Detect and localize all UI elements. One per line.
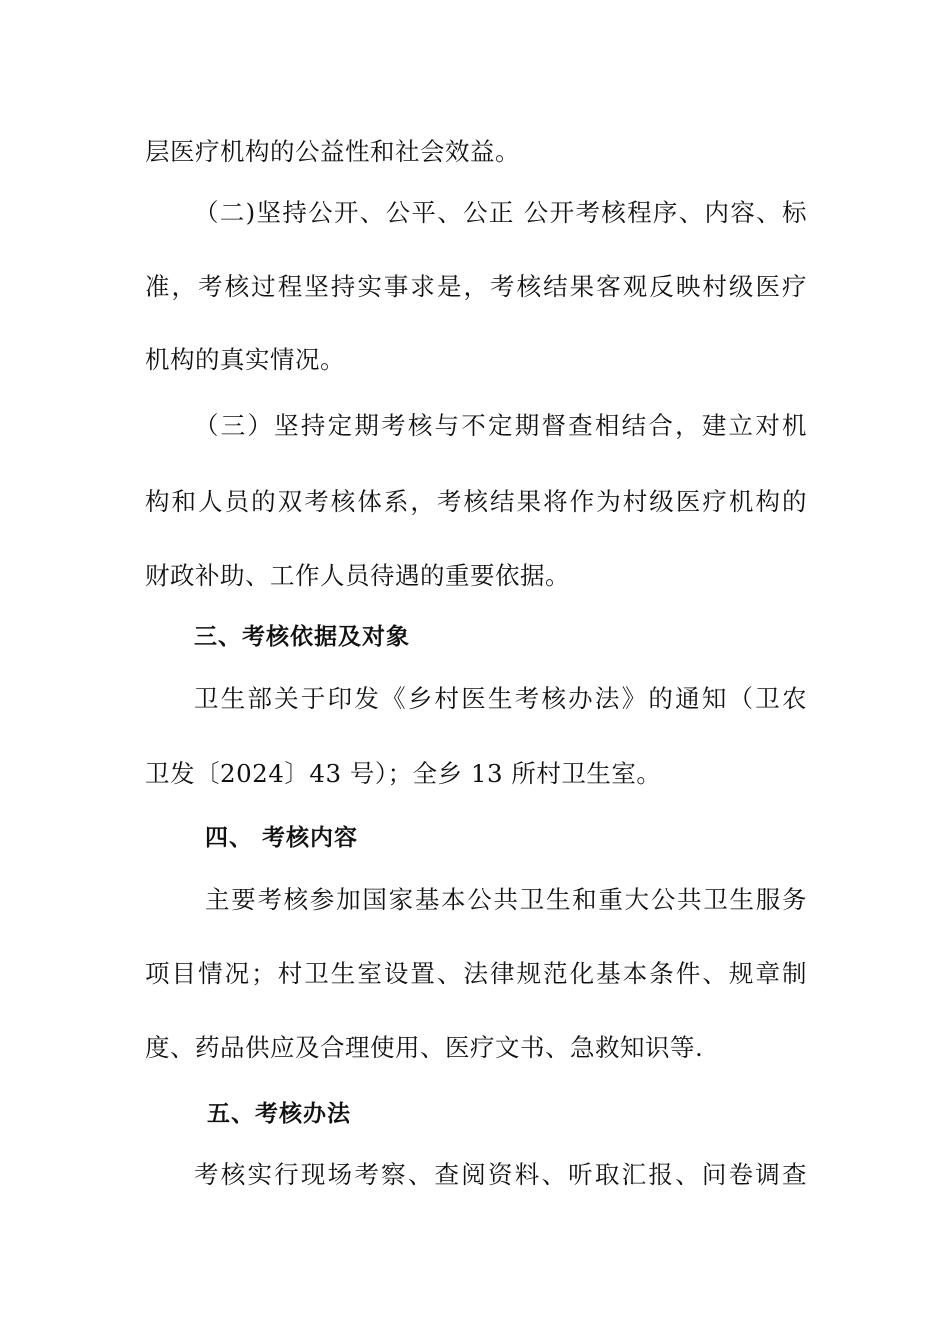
body-text-line: 财政补助、工作人员待遇的重要依据。 — [145, 561, 570, 590]
section-heading-3: 三、考核依据及对象 — [194, 624, 410, 650]
body-text-line: 考核实行现场考察、查阅资料、听取汇报、问卷调查 — [194, 1160, 807, 1189]
body-text-line: 构和人员的双考核体系，考核结果将作为村级医疗机构的 — [145, 487, 807, 516]
body-text-line: 机构的真实情况。 — [145, 345, 345, 374]
body-text-line: 度、药品供应及合理使用、医疗文书、急救知识等. — [145, 1033, 704, 1062]
body-text-line: （二)坚持公开、公平、公正 公开考核程序、内容、标 — [194, 198, 807, 227]
body-text-line: 卫发〔2024〕43 号）；全乡 13 所村卫生室。 — [145, 759, 662, 788]
body-text-line: 卫生部关于印发《乡村医生考核办法》的通知（卫农 — [194, 684, 807, 713]
body-text-line: （三）坚持定期考核与不定期督查相结合，建立对机 — [194, 411, 807, 440]
body-text-line: 项目情况；村卫生室设置、法律规范化基本条件、规章制 — [145, 959, 807, 988]
body-text-line: 准，考核过程坚持实事求是，考核结果客观反映村级医疗 — [145, 272, 807, 301]
section-heading-5: 五、考核办法 — [207, 1101, 351, 1127]
body-text-line: 主要考核参加国家基本公共卫生和重大公共卫生服务 — [205, 885, 807, 914]
body-text-line: 层医疗机构的公益性和社会效益。 — [145, 137, 520, 166]
section-heading-4: 四、 考核内容 — [205, 825, 359, 851]
